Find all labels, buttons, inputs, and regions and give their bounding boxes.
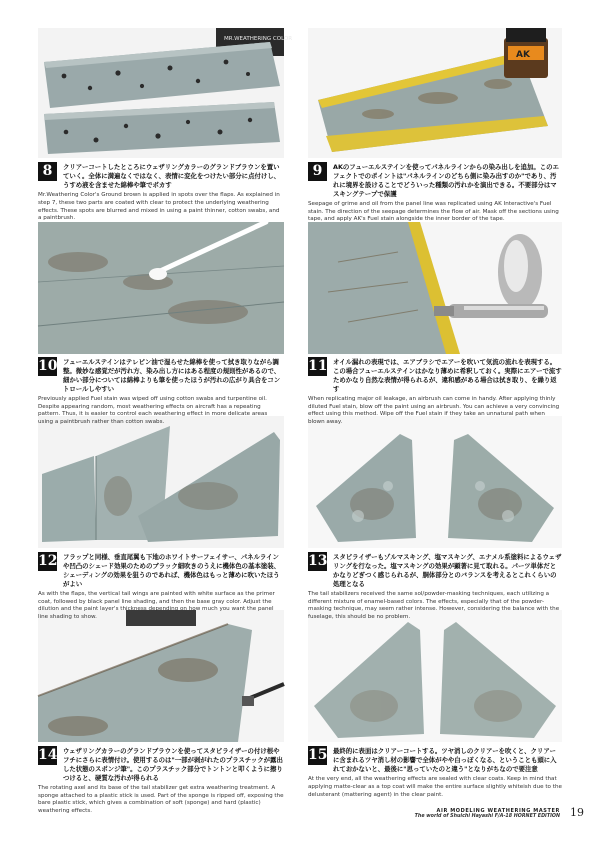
step-text-en: Seepage of grime and oil from the panel line was replicated using AK Interactive's Fuel stain. The direction of the seepage determines the flow of air. Mask off the sections using tape, and apply AK's Fuel stain alongside the inner border of the tape. — [308, 200, 559, 223]
photo-step-10 — [38, 222, 284, 354]
photo-step-11 — [308, 222, 562, 354]
step-text-jp: AKのフューエルステインを使ってパネルラインからの染み出しを追加。このエフェクトでのポイントは"パネルラインのどちら側に染み出すのか"であり、汚れに境界を設けることでどういった種類の汚れかを演出できる。不要部分はマスキングテープで保護 — [333, 163, 559, 198]
step-text-jp: フューエルステインはテレピン油で湿らせた綿棒を使って拭き取りながら調整。微妙な感覚だが汚れ方、染み出し方にはある程度の規則性があるので、細かい部分については綿棒よりも筆を使ったほうが汚れの広がり具合をコントロールしやすい — [63, 358, 281, 393]
page-footer — [344, 808, 584, 828]
step-number: 9 — [308, 162, 327, 181]
step-14 — [38, 746, 284, 816]
step-number: 15 — [308, 747, 328, 763]
step-15 — [308, 746, 562, 799]
step-13 — [308, 552, 562, 622]
step-text-jp: ウェザリングカラーのグランドブラウンを使ってスタビライザーの付け根やフチにさらに表情付け。使用するのは"一部が剥がれたのプラスチックが露出した状態のスポンジ筆"。このプラスチック部分でトントンと叩くように擦りつけると、硬質な汚れが得られる — [63, 747, 283, 782]
photo-step-14 — [38, 610, 284, 742]
step-number: 11 — [308, 358, 328, 374]
cotton-swab-image — [38, 222, 284, 354]
vertical-tails-image — [38, 416, 284, 548]
step-text-en: Mr.Weathering Color's Ground brown is applied in spots over the flaps. As explained in step 7, these two parts are coated with clear to protect the underlying weathering effects. These spots are blurred and mixed in using a paint thinner, cotton swabs, and a paintbrush. — [38, 191, 280, 222]
footer-subtitle: The world of Shuichi Hayashi F/A-18 HORNET EDITION — [414, 814, 560, 819]
step-11 — [308, 357, 562, 427]
step-text-jp: 最終的に表面はクリアーコートする。ツヤ消しのクリアーを吹くと、クリアーに含まれるツヤ消し材の影響で全体がやや白っぽくなる、ということも頭に入れておかないと、最後に"思っていたのと違う"となりがちなので要注意 — [333, 747, 557, 773]
step-number: 12 — [38, 553, 58, 569]
step-9 — [308, 162, 562, 224]
step-text-jp: クリアーコートしたところにウェザリングカラーのグランドブラウンを置いていく。全体に満遍なくではなく、表情に変化をつけたい部分に点付けし、うすめ液を含ませた綿棒や筆でボカす — [63, 163, 281, 189]
flaps-spotted-image — [38, 28, 293, 158]
photo-step-13 — [308, 416, 562, 548]
wing-tape-image — [308, 28, 562, 158]
step-number: 14 — [38, 747, 58, 763]
bottle-label: MR.WEATHERING COLOR — [224, 36, 293, 42]
step-number: 10 — [38, 358, 58, 374]
stabilizers-image — [308, 416, 562, 548]
step-text-en: Previously applied Fuel stain was wiped off using cotton swabs and turpentine oil. Despite appearing random, most weathering effects on aircraft has a repeating pattern. Thus, it is easier to control each weathering effect in more delicate areas using a paintbrush rather than cotton swabs. — [38, 395, 268, 426]
step-text-jp: スタビライザーもゾルマスキング、塩マスキング、エナメル系塗料によるウェザリングを行なった。塩マスキングの効果が顕著に見て取れる。パーツ単体だとかなりどぎつく感じられるが、胴体部分とのバランスを考えるとこれくらいの処理となる — [333, 553, 562, 588]
photo-step-8 — [38, 28, 293, 158]
airbrush-image — [308, 222, 562, 354]
sponge-image — [38, 610, 284, 742]
step-10 — [38, 357, 284, 427]
step-12 — [38, 552, 284, 622]
photo-step-15 — [308, 610, 562, 742]
photo-step-9 — [308, 28, 562, 158]
step-text-en: At the very end, all the weathering effects are sealed with clear coats. Keep in mind that applying matte-clear as a top coat will make the entire surface slightly whiteish due to the delusterant (mattering agent) in the clear paint. — [308, 775, 562, 798]
step-number: 13 — [308, 553, 328, 569]
page-number: 19 — [570, 806, 584, 819]
photo-step-12 — [38, 416, 284, 548]
footer-brand: AIR MODELING WEATHERING MASTER — [436, 808, 560, 814]
step-text-jp: オイル漏れの表現では、エアブラシでエアーを吹いて気流の流れを表現する。この場合フューエルステインはかなり薄めに希釈しておく。実際にエアーで流すためかなり自然な表情が得られるが、違和感がある場合は拭き取り、を繰り返す — [333, 358, 562, 393]
step-number: 8 — [38, 162, 57, 181]
step-8 — [38, 162, 284, 223]
step-text-en: When replicating major oil leakage, an airbrush can come in handy. After applying thinly diluted Fuel stain, blow off the paint using an airbrush. You can achieve a very convincing effect using this method. Wipe off the Fuel stain if they take an unnatural path when blown away. — [308, 395, 560, 426]
step-text-en: The rotating axel and its base of the tail stabilizer get extra weathering treatment. A sponge attached to a plastic stick is used. Part of the sponge is ripped off, exposing the bare plastic stick, which gives a combination of soft (sponge) and hard (plastic) weathering effects. — [38, 784, 284, 815]
step-text-en: As with the flaps, the vertical tail wings are painted with white surface as the primer coat, followed by black panel line shading, and then the base gray color. Adjust the dilution and the paint layer's thickness depending on how much you want the panel line shading to show. — [38, 590, 275, 621]
final-coat-image — [308, 610, 562, 742]
step-text-jp: フラップと同様、垂直尾翼も下地のホワイトサーフェイサー、パネルラインや凹凸のシェード効果のためのブラック細吹きのうえに機体色の基本塗装、シェーディングの効果を狙うのであれば、機体色はもっと薄めに吹いたほうがよい — [63, 553, 281, 588]
ak-label: AK — [516, 50, 530, 60]
step-text-en: The tail stabilizers received the same sol/powder-masking techniques, each utilizing a different mixture of enamel-based colors. The effects, especially that of the powder-masking technique, may seem rather intense. However, considering the balance with the fuselage, this should be no problem. — [308, 590, 560, 621]
